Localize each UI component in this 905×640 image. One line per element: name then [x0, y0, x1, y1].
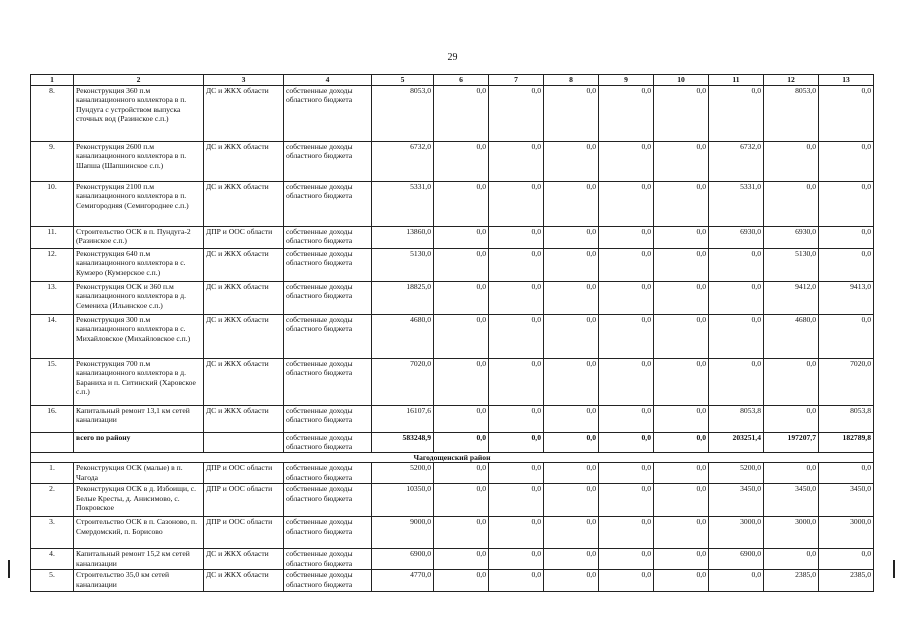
value-cell: 0,0 — [489, 86, 544, 142]
value-cell: 0,0 — [654, 182, 709, 227]
value-cell: 0,0 — [709, 359, 764, 406]
table-row — [31, 182, 874, 227]
funding-source: собственные доходы областного бюджета — [284, 406, 372, 433]
value-cell: 18825,0 — [372, 282, 434, 315]
budget-table — [30, 74, 874, 592]
funding-source: собственные доходы областного бюджета — [284, 463, 372, 484]
funding-source: собственные доходы областного бюджета — [284, 86, 372, 142]
value-cell: 3000,0 — [764, 517, 819, 549]
value-cell: 0,0 — [544, 463, 599, 484]
table-row — [31, 517, 874, 549]
table-row — [31, 249, 874, 282]
value-cell: 0,0 — [654, 282, 709, 315]
row-number: 5. — [31, 570, 74, 592]
measure-name: Реконструкция ОСК и 360 п.м канализационного коллектора в д. Семениха (Ильинское с.п.) — [74, 282, 204, 315]
value-cell: 2385,0 — [764, 570, 819, 592]
header-cell: 11 — [709, 75, 764, 86]
total-value: 197207,7 — [764, 433, 819, 453]
executor: ДПР и ООС области — [204, 463, 284, 484]
value-cell: 0,0 — [819, 549, 874, 570]
value-cell: 0,0 — [489, 227, 544, 249]
funding-source: собственные доходы областного бюджета — [284, 359, 372, 406]
value-cell: 0,0 — [489, 182, 544, 227]
total-value: 0,0 — [654, 433, 709, 453]
value-cell: 0,0 — [489, 484, 544, 517]
total-value: 0,0 — [434, 433, 489, 453]
value-cell: 0,0 — [434, 463, 489, 484]
total-value: 203251,4 — [709, 433, 764, 453]
funding-source: собственные доходы областного бюджета — [284, 227, 372, 249]
value-cell: 0,0 — [599, 86, 654, 142]
value-cell: 7020,0 — [819, 359, 874, 406]
funding-source: собственные доходы областного бюджета — [284, 484, 372, 517]
value-cell: 6930,0 — [764, 227, 819, 249]
measure-name: Строительство ОСК в п. Сазоново, п. Смердомский, п. Борисово — [74, 517, 204, 549]
page-number: 29 — [447, 52, 458, 63]
value-cell: 0,0 — [434, 315, 489, 359]
executor: ДС и ЖКХ области — [204, 570, 284, 592]
value-cell: 0,0 — [709, 315, 764, 359]
total-value: 0,0 — [599, 433, 654, 453]
value-cell: 13860,0 — [372, 227, 434, 249]
value-cell: 0,0 — [434, 142, 489, 182]
executor: ДПР и ООС области — [204, 517, 284, 549]
total-value: 583248,9 — [372, 433, 434, 453]
header-cell: 6 — [434, 75, 489, 86]
value-cell: 0,0 — [434, 249, 489, 282]
value-cell: 0,0 — [544, 182, 599, 227]
funding-source: собственные доходы областного бюджета — [284, 315, 372, 359]
row-number: 3. — [31, 517, 74, 549]
value-cell: 0,0 — [544, 249, 599, 282]
section-title: Чагодощенский район — [31, 453, 874, 463]
measure-name: Реконструкция ОСК (малые) в п. Чагода — [74, 463, 204, 484]
executor: ДС и ЖКХ области — [204, 249, 284, 282]
header-cell: 4 — [284, 75, 372, 86]
header-cell: 7 — [489, 75, 544, 86]
table-row — [31, 463, 874, 484]
table-row — [31, 227, 874, 249]
empty-cell — [204, 433, 284, 453]
value-cell: 10350,0 — [372, 484, 434, 517]
value-cell: 0,0 — [764, 359, 819, 406]
value-cell: 0,0 — [709, 282, 764, 315]
executor: ДПР и ООС области — [204, 484, 284, 517]
value-cell: 2385,0 — [819, 570, 874, 592]
value-cell: 0,0 — [819, 86, 874, 142]
value-cell: 8053,8 — [819, 406, 874, 433]
value-cell: 4680,0 — [372, 315, 434, 359]
value-cell: 0,0 — [654, 142, 709, 182]
value-cell: 0,0 — [599, 142, 654, 182]
value-cell: 6900,0 — [709, 549, 764, 570]
value-cell: 5130,0 — [764, 249, 819, 282]
table-row — [31, 570, 874, 592]
value-cell: 0,0 — [654, 549, 709, 570]
value-cell: 0,0 — [489, 359, 544, 406]
row-number: 8. — [31, 86, 74, 142]
value-cell: 8053,0 — [372, 86, 434, 142]
measure-name: Реконструкция 700 п.м канализационного коллектора в д. Бараниха и п. Ситинский (Харовское с.п.) — [74, 359, 204, 406]
total-value: 182789,8 — [819, 433, 874, 453]
table-row — [31, 86, 874, 142]
value-cell: 0,0 — [544, 315, 599, 359]
value-cell: 0,0 — [544, 282, 599, 315]
funding-source: собственные доходы областного бюджета — [284, 570, 372, 592]
value-cell: 0,0 — [599, 249, 654, 282]
value-cell: 0,0 — [544, 227, 599, 249]
header-cell: 9 — [599, 75, 654, 86]
funding-source: собственные доходы областного бюджета — [284, 517, 372, 549]
table-row — [31, 142, 874, 182]
funding-source: собственные доходы областного бюджета — [284, 142, 372, 182]
executor: ДС и ЖКХ области — [204, 142, 284, 182]
value-cell: 0,0 — [654, 359, 709, 406]
value-cell: 0,0 — [599, 484, 654, 517]
scan-edge-mark-left — [8, 560, 10, 578]
value-cell: 0,0 — [654, 517, 709, 549]
executor: ДС и ЖКХ области — [204, 282, 284, 315]
executor: ДС и ЖКХ области — [204, 86, 284, 142]
measure-name: Реконструкция 300 п.м канализационного коллектора в с. Михайловское (Михайловское с.п.) — [74, 315, 204, 359]
value-cell: 0,0 — [819, 315, 874, 359]
value-cell: 0,0 — [544, 142, 599, 182]
header-cell: 1 — [31, 75, 74, 86]
value-cell: 0,0 — [434, 484, 489, 517]
table-row — [31, 315, 874, 359]
value-cell: 8053,0 — [764, 86, 819, 142]
value-cell: 7020,0 — [372, 359, 434, 406]
value-cell: 3450,0 — [819, 484, 874, 517]
value-cell: 0,0 — [434, 549, 489, 570]
value-cell: 0,0 — [599, 406, 654, 433]
value-cell: 0,0 — [599, 549, 654, 570]
measure-name: Капитальный ремонт 13,1 км сетей канализации — [74, 406, 204, 433]
measure-name: Реконструкция ОСК в д. Избоищи, с. Белые Кресты, д. Анисимово, с. Покровское — [74, 484, 204, 517]
value-cell: 0,0 — [819, 142, 874, 182]
row-number: 9. — [31, 142, 74, 182]
value-cell: 9000,0 — [372, 517, 434, 549]
empty-cell — [31, 433, 74, 453]
value-cell: 0,0 — [764, 549, 819, 570]
value-cell: 0,0 — [654, 227, 709, 249]
value-cell: 0,0 — [709, 86, 764, 142]
value-cell: 0,0 — [489, 315, 544, 359]
value-cell: 16107,6 — [372, 406, 434, 433]
executor: ДС и ЖКХ области — [204, 182, 284, 227]
value-cell: 0,0 — [654, 570, 709, 592]
value-cell: 5130,0 — [372, 249, 434, 282]
funding-source: собственные доходы областного бюджета — [284, 282, 372, 315]
value-cell: 0,0 — [599, 182, 654, 227]
value-cell: 5200,0 — [372, 463, 434, 484]
value-cell: 4680,0 — [764, 315, 819, 359]
value-cell: 0,0 — [654, 315, 709, 359]
value-cell: 0,0 — [544, 484, 599, 517]
funding-source: собственные доходы областного бюджета — [284, 182, 372, 227]
value-cell: 6732,0 — [372, 142, 434, 182]
value-cell: 0,0 — [654, 249, 709, 282]
value-cell: 0,0 — [599, 315, 654, 359]
value-cell: 0,0 — [544, 359, 599, 406]
measure-name: Капитальный ремонт 15,2 км сетей канализации — [74, 549, 204, 570]
value-cell: 0,0 — [764, 463, 819, 484]
value-cell: 0,0 — [599, 359, 654, 406]
value-cell: 0,0 — [434, 227, 489, 249]
measure-name: Реконструкция 2600 п.м канализационного коллектора в п. Шапша (Шапшинское с.п.) — [74, 142, 204, 182]
table-row — [31, 406, 874, 433]
executor: ДС и ЖКХ области — [204, 315, 284, 359]
header-cell: 2 — [74, 75, 204, 86]
value-cell: 0,0 — [709, 249, 764, 282]
value-cell: 0,0 — [489, 570, 544, 592]
row-number: 2. — [31, 484, 74, 517]
value-cell: 0,0 — [819, 249, 874, 282]
row-number: 10. — [31, 182, 74, 227]
value-cell: 0,0 — [709, 570, 764, 592]
total-value: 0,0 — [489, 433, 544, 453]
measure-name: Реконструкция 2100 п.м канализационного коллектора в п. Семигородняя (Семигороднее с.п.) — [74, 182, 204, 227]
value-cell: 6900,0 — [372, 549, 434, 570]
value-cell: 0,0 — [489, 463, 544, 484]
value-cell: 0,0 — [434, 517, 489, 549]
total-value: 0,0 — [544, 433, 599, 453]
row-number: 16. — [31, 406, 74, 433]
value-cell: 8053,8 — [709, 406, 764, 433]
funding-source: собственные доходы областного бюджета — [284, 549, 372, 570]
header-row — [31, 75, 874, 86]
header-cell: 13 — [819, 75, 874, 86]
executor: ДС и ЖКХ области — [204, 549, 284, 570]
value-cell: 0,0 — [434, 570, 489, 592]
value-cell: 0,0 — [654, 406, 709, 433]
row-number: 13. — [31, 282, 74, 315]
row-number: 1. — [31, 463, 74, 484]
row-number: 12. — [31, 249, 74, 282]
value-cell: 0,0 — [599, 463, 654, 484]
value-cell: 4770,0 — [372, 570, 434, 592]
value-cell: 6732,0 — [709, 142, 764, 182]
value-cell: 0,0 — [764, 142, 819, 182]
value-cell: 0,0 — [489, 142, 544, 182]
value-cell: 0,0 — [434, 282, 489, 315]
header-cell: 8 — [544, 75, 599, 86]
value-cell: 0,0 — [544, 517, 599, 549]
executor: ДС и ЖКХ области — [204, 406, 284, 433]
value-cell: 3450,0 — [764, 484, 819, 517]
row-number: 14. — [31, 315, 74, 359]
value-cell: 0,0 — [544, 406, 599, 433]
value-cell: 0,0 — [654, 484, 709, 517]
value-cell: 0,0 — [434, 359, 489, 406]
row-number: 11. — [31, 227, 74, 249]
total-row — [31, 433, 874, 453]
measure-name: Строительство ОСК в п. Пундуга-2 (Разинское с.п.) — [74, 227, 204, 249]
measure-name: Реконструкция 360 п.м канализационного коллектора в п. Пундуга с устройством выпуска сточных вод (Разинское с.п.) — [74, 86, 204, 142]
table-row — [31, 484, 874, 517]
value-cell: 9412,0 — [764, 282, 819, 315]
value-cell: 0,0 — [599, 227, 654, 249]
value-cell: 3000,0 — [819, 517, 874, 549]
header-cell: 3 — [204, 75, 284, 86]
total-label: всего по району — [74, 433, 204, 453]
funding-source: собственные доходы областного бюджета — [284, 249, 372, 282]
measure-name: Строительство 35,0 км сетей канализации — [74, 570, 204, 592]
value-cell: 0,0 — [544, 86, 599, 142]
value-cell: 0,0 — [599, 282, 654, 315]
value-cell: 0,0 — [489, 517, 544, 549]
row-number: 4. — [31, 549, 74, 570]
value-cell: 0,0 — [819, 227, 874, 249]
table-row — [31, 282, 874, 315]
header-cell: 5 — [372, 75, 434, 86]
value-cell: 0,0 — [434, 406, 489, 433]
value-cell: 5331,0 — [372, 182, 434, 227]
value-cell: 0,0 — [599, 517, 654, 549]
scan-edge-mark-right — [893, 560, 895, 578]
value-cell: 0,0 — [764, 406, 819, 433]
value-cell: 9413,0 — [819, 282, 874, 315]
value-cell: 0,0 — [434, 86, 489, 142]
value-cell: 6930,0 — [709, 227, 764, 249]
measure-name: Реконструкция 640 п.м канализационного коллектора в с. Кумзеро (Кумзерское с.п.) — [74, 249, 204, 282]
value-cell: 0,0 — [489, 249, 544, 282]
value-cell: 0,0 — [654, 86, 709, 142]
value-cell: 3450,0 — [709, 484, 764, 517]
executor: ДС и ЖКХ области — [204, 359, 284, 406]
table-row — [31, 549, 874, 570]
value-cell: 3000,0 — [709, 517, 764, 549]
value-cell: 0,0 — [819, 182, 874, 227]
header-cell: 10 — [654, 75, 709, 86]
value-cell: 0,0 — [489, 282, 544, 315]
value-cell: 0,0 — [544, 549, 599, 570]
funding-source: собственные доходы областного бюджета — [284, 433, 372, 453]
value-cell: 5200,0 — [709, 463, 764, 484]
value-cell: 5331,0 — [709, 182, 764, 227]
row-number: 15. — [31, 359, 74, 406]
executor: ДПР и ООС области — [204, 227, 284, 249]
value-cell: 0,0 — [434, 182, 489, 227]
value-cell: 0,0 — [764, 182, 819, 227]
section-row — [31, 453, 874, 463]
value-cell: 0,0 — [489, 549, 544, 570]
value-cell: 0,0 — [544, 570, 599, 592]
value-cell: 0,0 — [819, 463, 874, 484]
value-cell: 0,0 — [489, 406, 544, 433]
table-row — [31, 359, 874, 406]
header-cell: 12 — [764, 75, 819, 86]
value-cell: 0,0 — [654, 463, 709, 484]
value-cell: 0,0 — [599, 570, 654, 592]
